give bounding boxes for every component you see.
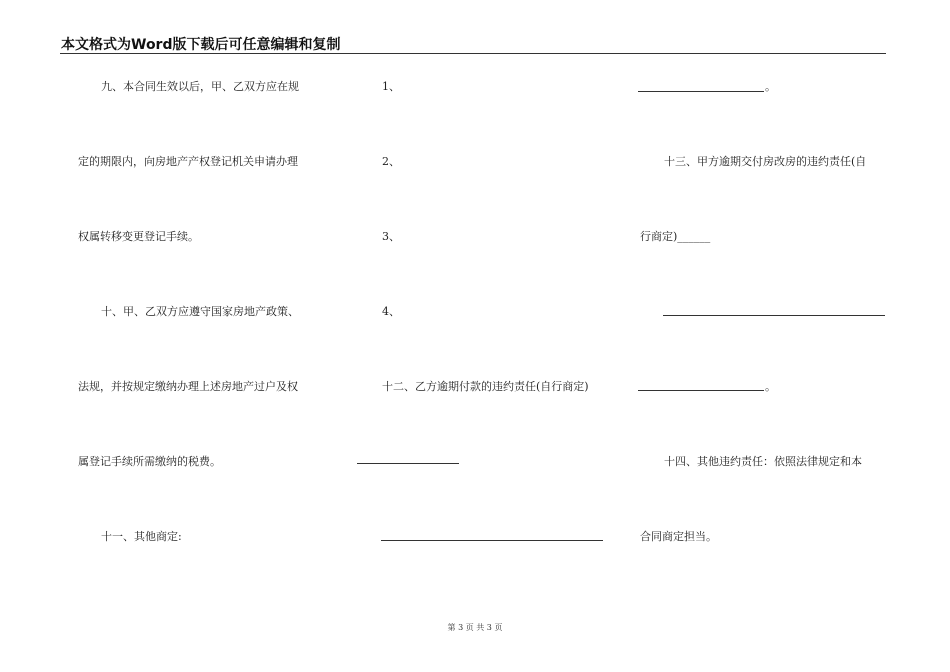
blank-line [663,315,885,316]
blank-line [357,463,459,464]
page-number: 第 3 页 共 3 页 [447,623,503,632]
list-item-2: 2、 [382,155,400,168]
period-mark: 。 [765,80,776,93]
list-item-3: 3、 [382,230,400,243]
document-header-title: 本文格式为Word版下载后可任意编辑和复制 [61,37,341,53]
clause-9-line-1: 九、本合同生效以后，甲、乙双方应在规 [101,80,299,93]
blank-line [638,91,764,92]
clause-12-heading: 十二、乙方逾期付款的违约责任(自行商定) [382,380,589,393]
clause-10-line-3: 属登记手续所需缴纳的税费。 [78,455,221,468]
list-item-1: 1、 [382,80,400,93]
clause-14-line-2: 合同商定担当。 [640,530,717,543]
clause-10-line-1: 十、甲、乙双方应遵守国家房地产政策、 [101,305,299,318]
clause-14-line-1: 十四、其他违约责任：依照法律规定和本 [664,455,862,468]
clause-9-line-3: 权属转移变更登记手续。 [78,230,199,243]
clause-13-line-1: 十三、甲方逾期交付房改房的违约责任(自 [664,155,867,168]
blank-line [381,540,603,541]
clause-10-line-2: 法规，并按规定缴纳办理上述房地产过户及权 [78,380,298,393]
clause-13-line-2: 行商定)______ [640,230,711,243]
period-mark: 。 [765,380,776,393]
header-divider [60,53,886,54]
blank-line [638,390,764,391]
clause-9-line-2: 定的期限内，向房地产产权登记机关申请办理 [78,155,298,168]
clause-11-heading: 十一、其他商定: [101,530,182,543]
list-item-4: 4、 [382,305,400,318]
